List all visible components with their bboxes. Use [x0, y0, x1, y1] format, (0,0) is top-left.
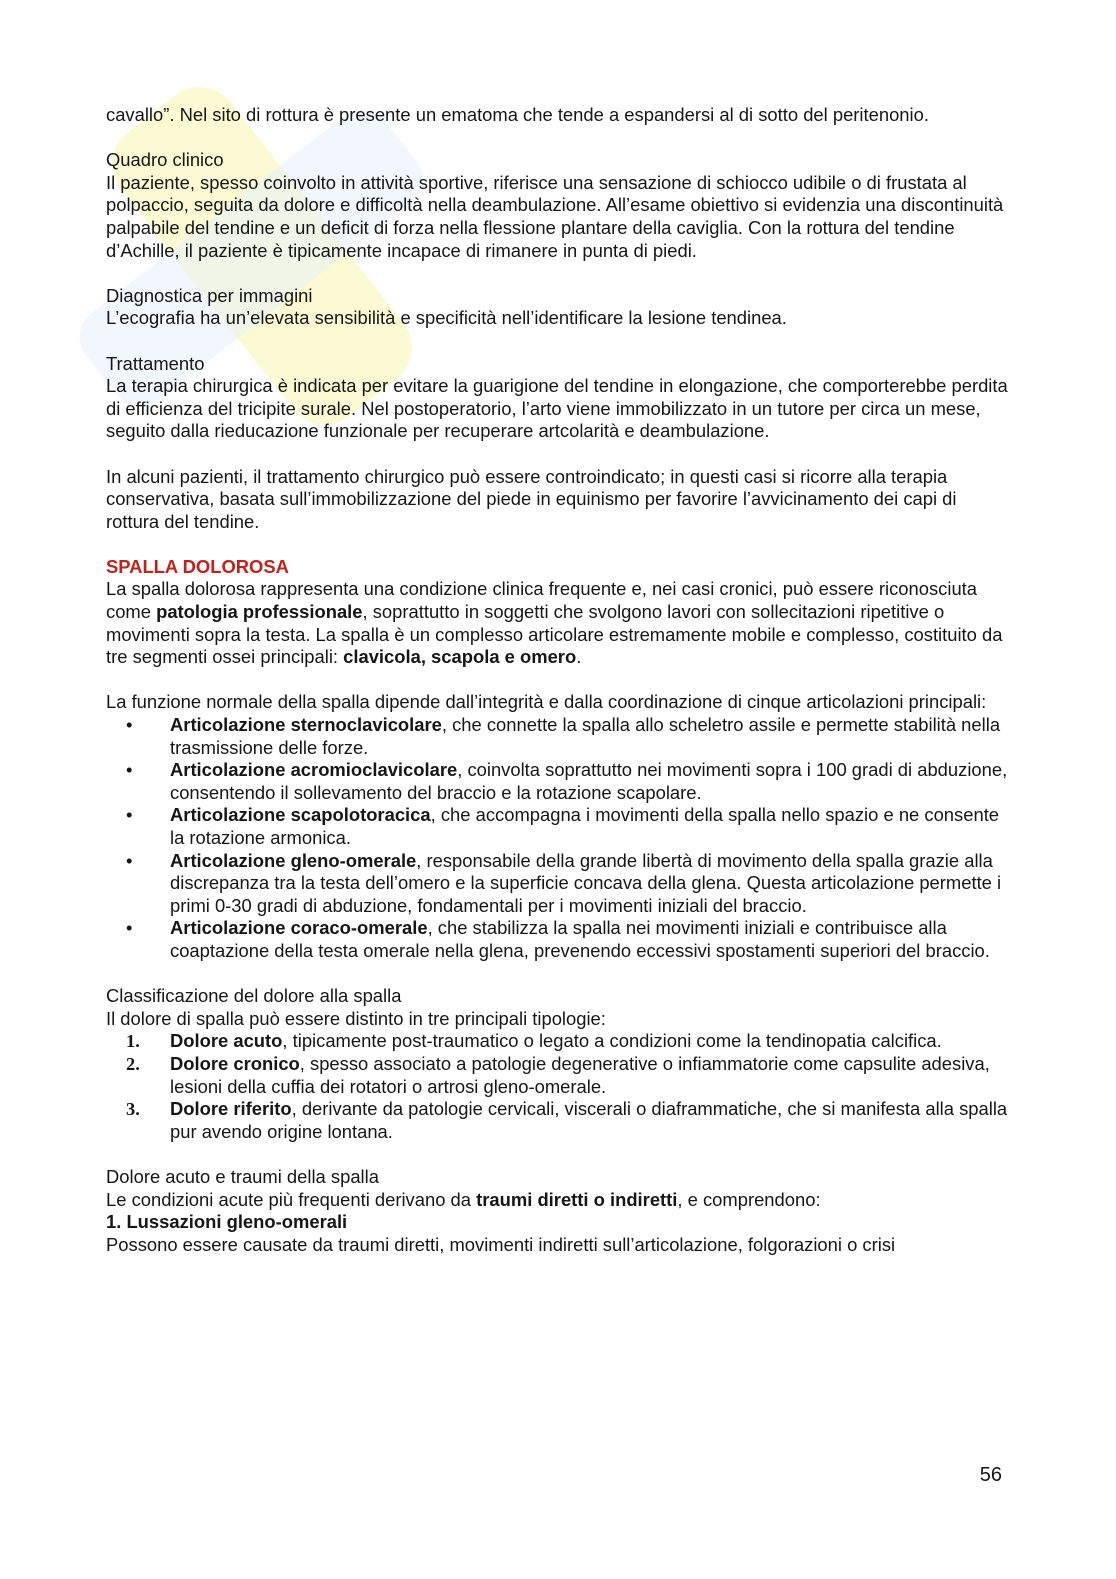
- articolazione-description: , che stabilizza la spalla nei movimenti iniziali e contribuisce alla coaptazione della testa omerale nella glena, prevenendo eccessivi spostamenti superiori del braccio.: [170, 917, 990, 961]
- bullet-marker: •: [126, 849, 133, 871]
- tipologia-description: , spesso associato a patologie degenerative o infiammatorie come capsulite adesiva, lesioni della cuffia dei rotatori o artrosi gleno-omerale.: [170, 1052, 990, 1097]
- bullet-marker: •: [126, 804, 133, 826]
- heading-dolore-acuto: Dolore acuto e traumi della spalla: [106, 1165, 379, 1187]
- tipologia-description: , tipicamente post-traumatico o legato a condizioni come la tendinopatia calcifica.: [282, 1030, 942, 1052]
- section-classificazione: [106, 985, 1012, 1030]
- text-lussazioni: Possono essere causate da traumi diretti, movimenti indiretti sull’articolazione, folgorazioni o crisi: [106, 1233, 896, 1255]
- text-classificazione: Il dolore di spalla può essere distinto in tre principali tipologie:: [106, 1007, 606, 1029]
- heading-trattamento: Trattamento: [106, 352, 205, 374]
- articolazione-description: , che connette la spalla allo scheletro assile e permette stabilità nella trasmissione delle forze.: [170, 714, 1001, 758]
- articolazione-name: Articolazione acromioclavicolare: [170, 759, 458, 781]
- section-spalla-dolorosa: [106, 556, 1012, 669]
- articolazione-name: Articolazione scapolotoracica: [170, 804, 431, 826]
- intro-text-2: , soprattutto in soggetti che svolgono lavori con sollecitazioni ripetitive o movimenti sopra la testa. La spalla è un complesso articolare estremamente mobile e complesso, costituito da tre segmenti ossei principali:: [106, 601, 1003, 668]
- articolazione-description: , responsabile della grande libertà di movimento della spalla grazie alla discrepanza tra la testa dell’omero e la superficie concava della glena. Questa articolazione permette i primi 0-30 gradi di abduzione, fondamentali per i movimenti iniziali del braccio.: [170, 849, 1002, 916]
- section-trattamento: [106, 353, 1012, 443]
- intro-bold-ossa: clavicola, scapola e omero: [343, 646, 577, 668]
- page-number: 56: [979, 1464, 1002, 1486]
- acuto-text-1: Le condizioni acute più frequenti derivano da: [106, 1188, 477, 1210]
- paragraph-rottura-continuation: cavallo”. Nel sito di rottura è presente un ematoma che tende a espandersi al di sotto del peritenonio.: [106, 104, 929, 125]
- articolazione-name: Articolazione coraco-omerale: [170, 917, 428, 939]
- list-item-tipologia: [106, 1053, 1012, 1098]
- list-item-articolazione: [106, 759, 1012, 804]
- bullet-marker: •: [126, 759, 133, 781]
- articolazione-name: Articolazione gleno-omerale: [170, 849, 417, 871]
- paragraph-funzione-spalla: La funzione normale della spalla dipende dall’integrità e dalla coordinazione di cinque articolazioni principali:: [106, 691, 987, 713]
- intro-text-3: .: [576, 646, 582, 668]
- tipologia-name: Dolore acuto: [170, 1030, 283, 1052]
- list-number: 1.: [126, 1031, 140, 1052]
- text-quadro-clinico: Il paziente, spesso coinvolto in attività sportive, riferisce una sensazione di schiocco udibile o di frustata al polpaccio, seguita da dolore e difficoltà nella deambulazione. All’esame obiettivo si evidenzia una discontinuità palpabile del tendine e un deficit di forza nella flessione plantare della caviglia. Con la rottura del tendine d’Achille, il paziente è tipicamente incapace di rimanere in punta di piedi.: [106, 171, 1004, 261]
- tipologia-description: , derivante da patologie cervicali, viscerali o diaframmatiche, che si manifesta alla spalla pur avendo origine lontana.: [170, 1098, 1008, 1142]
- bullet-marker: •: [126, 714, 133, 736]
- tipologia-name: Dolore riferito: [170, 1098, 292, 1120]
- articolazione-description: , che accompagna i movimenti della spalla nello spazio e ne consente la rotazione armonica.: [170, 804, 1000, 848]
- intro-text-1: La spalla dolorosa rappresenta una condizione clinica frequente e, nei casi cronici, può essere riconosciuta come: [106, 578, 978, 623]
- acuto-text-2: , e comprendono:: [677, 1188, 821, 1210]
- list-item-articolazione: [106, 917, 1012, 962]
- text-trattamento: La terapia chirurgica è indicata per evitare la guarigione del tendine in elongazione, che comporterebbe perdita di efficienza del tricipite surale. Nel postoperatorio, l’arto viene immobilizzato in un tutore per circa un mese, seguito dalla rieducazione funzionale per recuperare artcolarità e deambulazione.: [106, 375, 1008, 442]
- list-item-articolazione: [106, 714, 1012, 759]
- list-number: 2.: [126, 1053, 140, 1074]
- articolazione-name: Articolazione sternoclavicolare: [170, 714, 442, 736]
- document-body: [106, 104, 1012, 1256]
- articolazioni-list: [106, 714, 1012, 963]
- paragraph-terapia-conservativa: In alcuni pazienti, il trattamento chirurgico può essere controindicato; in questi casi si ricorre alla terapia conservativa, basata sull’immobilizzazione del piede in equinismo per favorire l’avvicinamento dei capi di rottura del tendine.: [106, 465, 957, 532]
- heading-lussazioni: 1. Lussazioni gleno-omerali: [106, 1211, 348, 1233]
- acuto-bold-traumi: traumi diretti o indiretti: [476, 1188, 678, 1210]
- heading-classificazione: Classificazione del dolore alla spalla: [106, 985, 402, 1007]
- heading-quadro-clinico: Quadro clinico: [106, 149, 224, 171]
- bullet-marker: •: [126, 917, 133, 939]
- section-title-spalla-dolorosa: SPALLA DOLOROSA: [106, 555, 289, 577]
- text-diagnostica: L’ecografia ha un’elevata sensibilità e specificità nell’identificare la lesione tendinea.: [106, 307, 787, 329]
- intro-bold-patologia: patologia professionale: [156, 601, 363, 623]
- tipologie-list: [106, 1030, 1012, 1143]
- list-item-tipologia: [106, 1098, 1012, 1143]
- articolazione-description: , coinvolta soprattutto nei movimenti sopra i 100 gradi di abduzione, consentendo il sollevamento del braccio e la rotazione scapolare.: [170, 759, 1008, 803]
- tipologia-name: Dolore cronico: [170, 1052, 300, 1074]
- list-number: 3.: [126, 1099, 140, 1120]
- list-item-articolazione: [106, 850, 1012, 918]
- list-item-tipologia: [106, 1030, 1012, 1053]
- section-dolore-acuto: [106, 1166, 1012, 1256]
- list-item-articolazione: [106, 804, 1012, 849]
- heading-diagnostica: Diagnostica per immagini: [106, 284, 313, 306]
- section-quadro-clinico: [106, 149, 1012, 262]
- section-diagnostica: [106, 285, 1012, 330]
